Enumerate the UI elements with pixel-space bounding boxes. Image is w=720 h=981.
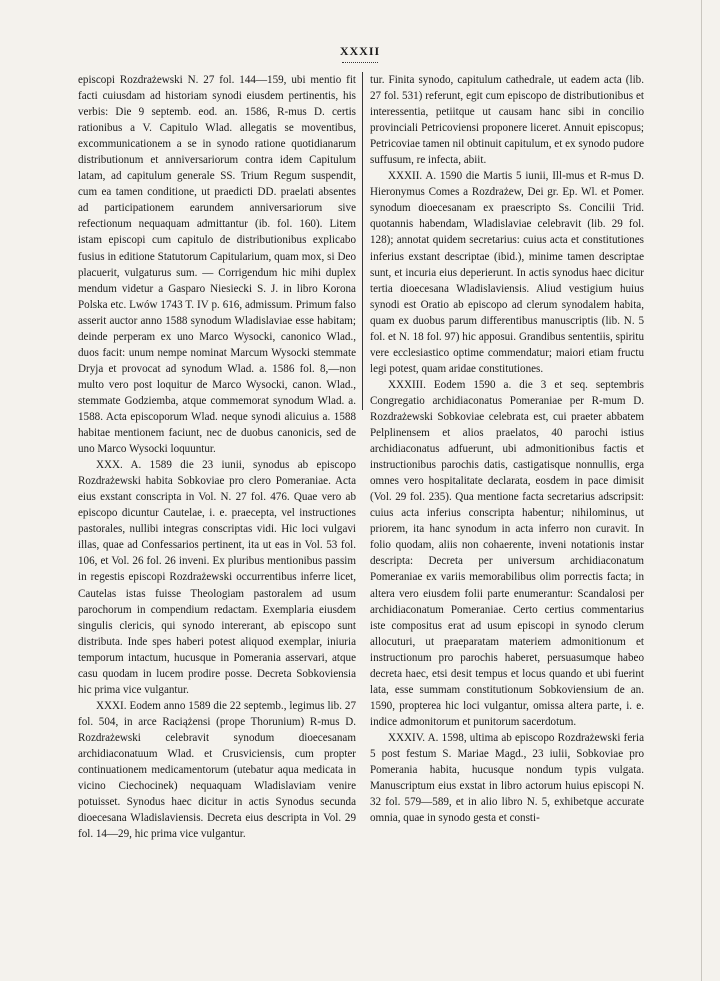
paragraph-xxx: XXX. A. 1589 die 23 iunii, synodus ab episcopo Rozdrażewski habita Sobkoviae pro clero Pomeraniae. Acta eius exstant conscripta in Vol. N. 27 fol. 476. Quae vero ab episcopo dicuntur Cautelae, i. e. praecepta, vel instructiones pastorales, nullibi integras conscriptas vidi. Hic loci vulgavi illas, quae ad Confessarios pertinent, ita ut eas in Vol. 53 fol. 106, et Vol. 26 fol. 26 inveni. Ex pluribus mentionibus passim in regestis episcopi Rozdrażewski occurrentibus inferre licet, Cautelas istas fuisse Theologiam pastoralem ad usum parochorum in compendium redactam. Exemplaria eiusdem singulis clericis, qui synodo intererant, ab episcopo sunt distributa. Inde spes haberi potest aliquod exemplar, iniuria temporum intactum, hucusque in Pomerania asservari, atque casu quodam in lucem prodire posse. Decreta Sobkoviensia hic prima vice vulgantur. — [78, 459, 356, 696]
paragraph-xxxi: XXXI. Eodem anno 1589 die 22 septemb., legimus lib. 27 fol. 504, in arce Raciążensi (prope Thorunium) R-mus D. Rozdrażewski celebravit synodum dioecesanam archidiaconatuum Wlad. et Crusviciensis, cum propter continuationem medicamentorum (utebatur aqua medicata in vicino Ciechocinek) nequaquam Wladislaviam venire potuisset. Synodus haec dicitur in actis Synodus secunda dioecesana Wladislaviensis. Decreta eius descripta in Vol. 29 fol. 14—29, hic prima vice vulgantur. — [78, 699, 356, 841]
page-number: XXXII — [339, 44, 381, 58]
right-column — [370, 72, 644, 826]
left-column — [78, 72, 356, 842]
paragraph-continued: episcopi Rozdrażewski N. 27 fol. 144—159, ubi mentio fit facti cuiusdam ad historiam synodi eiusdem pertinentis, his verbis: Die 9 septemb. eod. an. 1586, R-mus D. certis rationibus a V. Capitulo Wlad. allegatis se moventibus, excommunicationem a se in synodo ratione quotidianarum distributionum et anniversariorum contra idem Capitulum latam, ad capitulum generale SS. Trium Regum suspendit, cum ea tamen conditione, ut praedicti DD. praelati absentes ad participationem earundem anniversariorum sive refectionum nequaquam admittantur (ib. fol. 160). Litem istam episcopi cum capitulo de distributionibus explicabo fusius in editione Statutorum Capitularium, quam mox, si Deo placuerit, vulgaturus sum. — Corrigendum hic mihi duplex mendum videtur a Gasparo Niesiecki S. J. in libro Korona Polska etc. Lwów 1743 T. IV p. 616, admissum. Primum falso asserit auctor anno 1588 synodum Wladislaviae esse habitam; deinde perperam ex uno Marco Wysocki, canonico Wlad., duos facit: unum nempe nominat Marcum Wysocki stemmate Dryja et provocat ad synodum Wlad. a. 1586 fol. 8,—non multo vero post loquitur de Marco Wysocki, canon. Wlad., stemmate Godziemba, atque commemorat synodum Wlad. a. 1588. Acta episcoporum Wlad. neque synodi alicuius a. 1588 habitae mentionem faciunt, nec de duobus canonicis, sed de uno Marco Wysocki loquuntur. — [78, 74, 356, 456]
paragraph-xxxii: XXXII. A. 1590 die Martis 5 iunii, Ill-mus et R-mus D. Hieronymus Comes a Rozdrażew, Dei gr. Ep. Wl. et Pomer. synodum dioecesanam ex praescripto Ss. Concilii Trid. quotannis habendam, Wladislaviae celebravit (lib. 29 fol. 128); annotat quidem secretarius: cuius acta et constitutiones inferius exstant descriptae (ibid.), minime tamen descriptae sunt, et incuria eius deperierunt. In actis synodus haec dicitur tertia dioecesana Wladislaviensis. Aliud vestigium huius synodi est Oratio ab episcopo ad clerum synodalem habita, quam ex duobus parum differentibus manuscriptis (lib. N. 5 fol. et N. 18 fol. 97) hic apposui. Grandibus sententiis, spiritu vere ecclesiastico optime commendatur; maiori etiam fructu legi potest, quam aridae constitutiones. — [370, 170, 644, 375]
paragraph-xxxiii: XXXIII. Eodem 1590 a. die 3 et seq. septembris Congregatio archidiaconatus Pomeraniae per R-mum D. Rozdrażewski Sobkoviae celebrata est, cui praeter abbatem Pelplinensem et alios praelatos, 40 parochi istius archidiaconatus adfuerunt, ubi admonitionibus factis et instructionibus parochis datis, castigatisque nonnullis, erga omnes vero hospitalitate declarata, eosdem in pace dimisit (Vol. 29 fol. 235). Qua mentione facta secretarius adscripsit: cuius acta inferius conscripta habentur; nihilominus, ut priorem, ita hanc synodum in acta inferro non curavit. In folio quodam, aliis non cohaerente, inveni notationis instar descripta: Decreta per universum archidiaconatum Pomeraniae ex variis memorabilibus olim porrectis facta; in altera vero eiusdem folii parte enumerantur: Scandalosi per archidiaconatum Pomeraniae. Certo certius commentarius iste compositus erat ad usum episcopi in synodo clerum allocuturi, ut praeparatam materiem admonitionum et instructionum pro parochis haberet, persuasumque habeo decreta haec, etsi desit tempus et locus quando et ubi fuerint lata, esse summam constitutionum Sobkoviensium de an. 1590, propterea hic loci vulgantur, omissa altera parte, i. e. indice admonitorum et punitorum sacerdotum. — [370, 378, 644, 728]
paragraph-continued-right: tur. Finita synodo, capitulum cathedrale, ut eadem acta (lib. 27 fol. 531) referunt, egit cum episcopo de distributionibus et interessentia, petiitque ut causam hanc sibi in concilio provinciali Petricoviensi proponere liceret. Annuit episcopus; Petricoviae tamen nil obtinuit capitulum, et ex synodo pudore suffusum, re infecta, abiit. — [370, 74, 644, 167]
paragraph-xxxiv: XXXIV. A. 1598, ultima ab episcopo Rozdrażewski feria 5 post festum S. Mariae Magd., 23 iulii, Sobkoviae pro Pomerania habita, hucusque nondum typis vulgata. Manuscriptum eius exstat in libro actorum huius episcopi N. 32 fol. 579—589, et in alio libro N. 5, exhibetque accurate omnia, quae in synodo gesta et consti- — [370, 731, 644, 825]
column-divider — [362, 72, 363, 410]
scan-edge — [701, 0, 702, 981]
page-header — [0, 44, 720, 63]
header-rule — [342, 61, 378, 63]
